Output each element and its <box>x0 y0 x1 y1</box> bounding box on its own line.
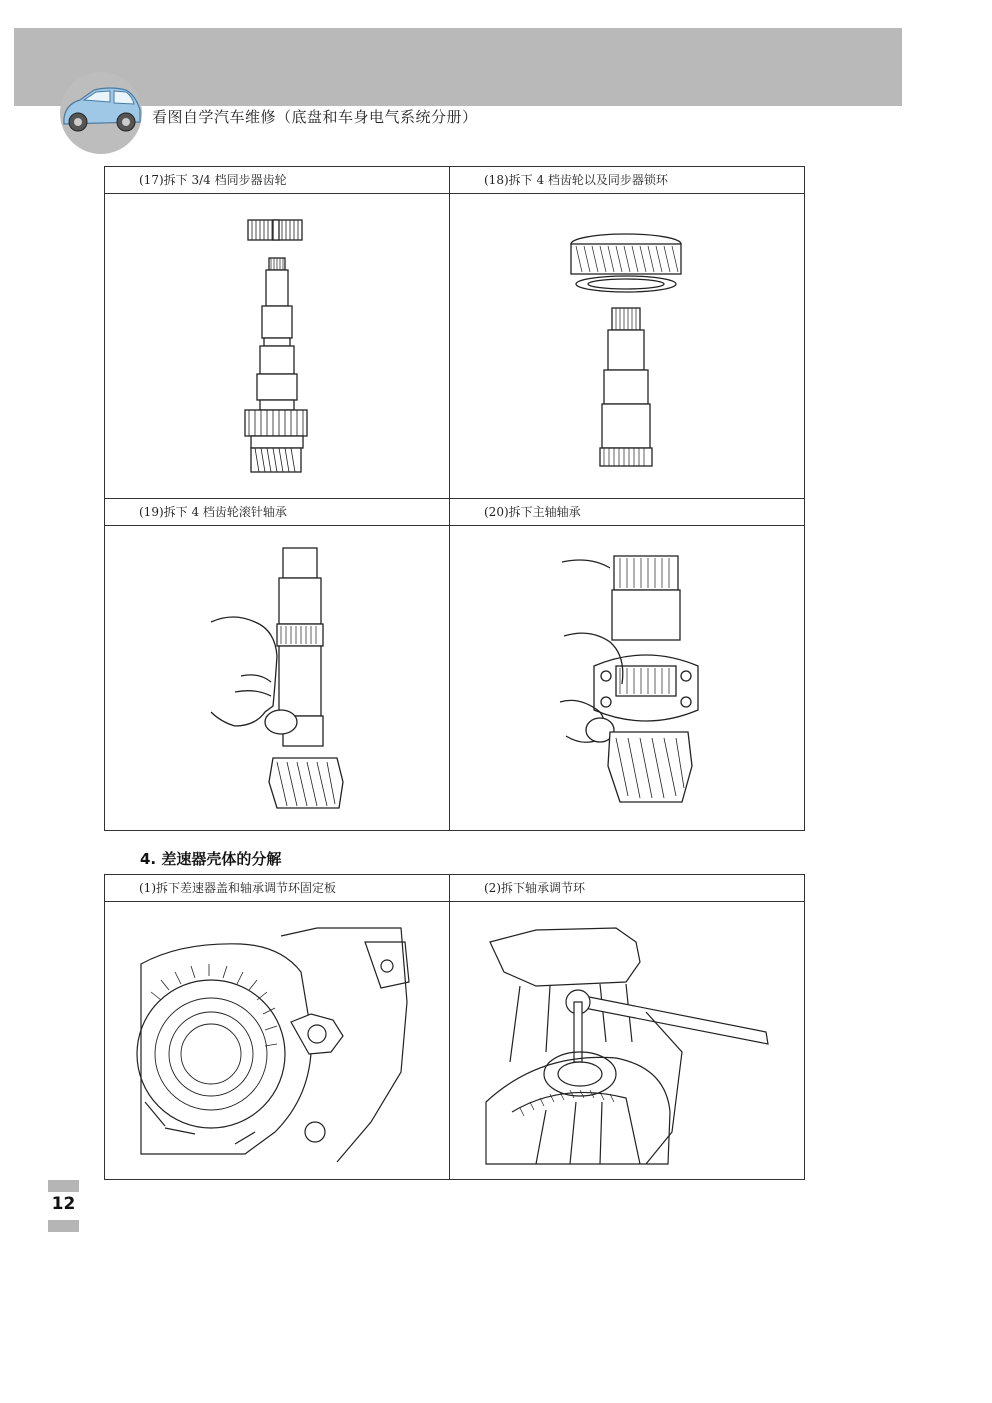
header-band <box>14 28 902 106</box>
step-19-caption: (19)拆下 4 档齿轮滚针轴承 <box>105 499 450 526</box>
page-number-bar-top <box>48 1180 79 1192</box>
diff-step-1-caption: (1)拆下差速器盖和轴承调节环固定板 <box>105 875 450 902</box>
step-18-caption: (18)拆下 4 档齿轮以及同步器锁环 <box>450 167 805 194</box>
step-17-illustration <box>105 194 450 499</box>
step-18-illustration <box>450 194 805 499</box>
book-title: 看图自学汽车维修（底盘和车身电气系统分册） <box>152 108 478 126</box>
page-number-bar-bottom <box>48 1220 79 1232</box>
diff-step-1-illustration <box>105 902 450 1180</box>
diff-step-2-caption: (2)拆下轴承调节环 <box>450 875 805 902</box>
step-20-caption: (20)拆下主轴轴承 <box>450 499 805 526</box>
steps-table-top <box>104 166 805 831</box>
section-heading: 4. 差速器壳体的分解 <box>140 850 282 868</box>
car-logo <box>60 72 142 154</box>
step-17-caption: (17)拆下 3/4 档同步器齿轮 <box>105 167 450 194</box>
steps-table-bottom <box>104 874 805 1180</box>
step-19-illustration <box>105 526 450 831</box>
page-number-block <box>48 1180 79 1232</box>
diff-step-2-illustration <box>450 902 805 1180</box>
page-number: 12 <box>51 1194 76 1214</box>
step-20-illustration <box>450 526 805 831</box>
